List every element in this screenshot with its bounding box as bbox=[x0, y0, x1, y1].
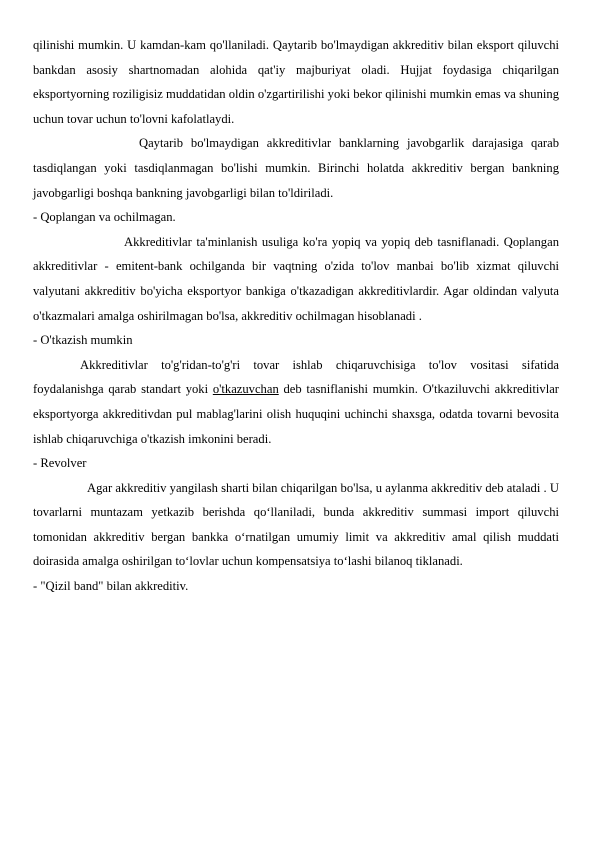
heading-red-clause: - "Qizil band" bilan akkreditiv. bbox=[33, 579, 189, 594]
paragraph-revocability-end: qilinishi mumkin. U kamdan-kam qo'llaniladi. Qaytarib bo'lmaydigan akkreditiv bilan eksport qiluvchi bankdan asosiy shartnomadan alohida qat'iy majburiyat oladi. Hujjat foydasiga chiqarilgan eksportyorning roziligisiz muddatidan oldin o'zgartirilishi yoki bekor qilinishi mumkin emas va shuning uchun tovar uchun to'lovni kafolatlaydi. bbox=[33, 38, 559, 126]
paragraph-transferable-part2: deb tasniflanishi mumkin. O'tkaziluvchi akkreditivlar eksportyorga akkreditivdan pul mablag'larini olish huquqini uchinchi shaxsga, odatda tovarni bevosita ishlab chiqaruvchiga o'tkazish imkonini beradi. bbox=[33, 382, 559, 446]
paragraph-covered-uncovered: Akkreditivlar ta'minlanish usuliga ko'ra yopiq va yopiq deb tasniflanadi. Qoplangan akkreditivlar - emitent-bank ochilganda bir vaqtning o'zida to'lov manbai bo'lib xizmat qiluvchi valyutani akkreditiv bo'yicha eksportyor bankiga o'tkazadigan akkreditivlardir. Agar oldindan valyuta o'tkazmalari amalga oshirilmagan bo'lsa, akkreditiv ochilmagan hisoblanadi . bbox=[33, 234, 559, 323]
document-page bbox=[33, 33, 559, 599]
heading-covered-uncovered: - Qoplangan va ochilmagan. bbox=[33, 210, 176, 225]
paragraph-confirmed-unconfirmed: Qaytarib bo'lmaydigan akkreditivlar banklarning javobgarlik darajasiga qarab tasdiqlangan yoki tasdiqlanmagan bo'lishi mumkin. Birinchi holatda akkreditiv bergan bankning javobgarligi boshqa bankning javobgarligi bilan to'ldiriladi. bbox=[33, 136, 559, 200]
heading-revolver: - Revolver bbox=[33, 456, 87, 471]
paragraph-transferable bbox=[33, 353, 559, 451]
paragraph-revolver: Agar akkreditiv yangilash sharti bilan chiqarilgan bo'lsa, u aylanma akkreditiv deb ataladi . U tovarlarni muntazam yetkazib berishda qo‘llaniladi, bunda akkreditiv summasi import qiluvchi tomonidan akkreditiv bergan bankka o‘rnatilgan umumiy limit va akkreditiv amal qilish muddati doirasida amalga oshirilgan to‘lovlar uchun kompensatsiya to‘lashi bilanoq tiklanadi. bbox=[33, 480, 559, 569]
heading-transferable: - O'tkazish mumkin bbox=[33, 333, 133, 348]
transferable-link[interactable]: o'tkazuvchan bbox=[212, 382, 279, 397]
paragraph-transferable-part1: Akkreditivlar to'g'ridan-to'g'ri tovar ishlab chiqaruvchisiga to'lov vositasi sifatida foydalanishga qarab standart yoki bbox=[33, 357, 559, 397]
